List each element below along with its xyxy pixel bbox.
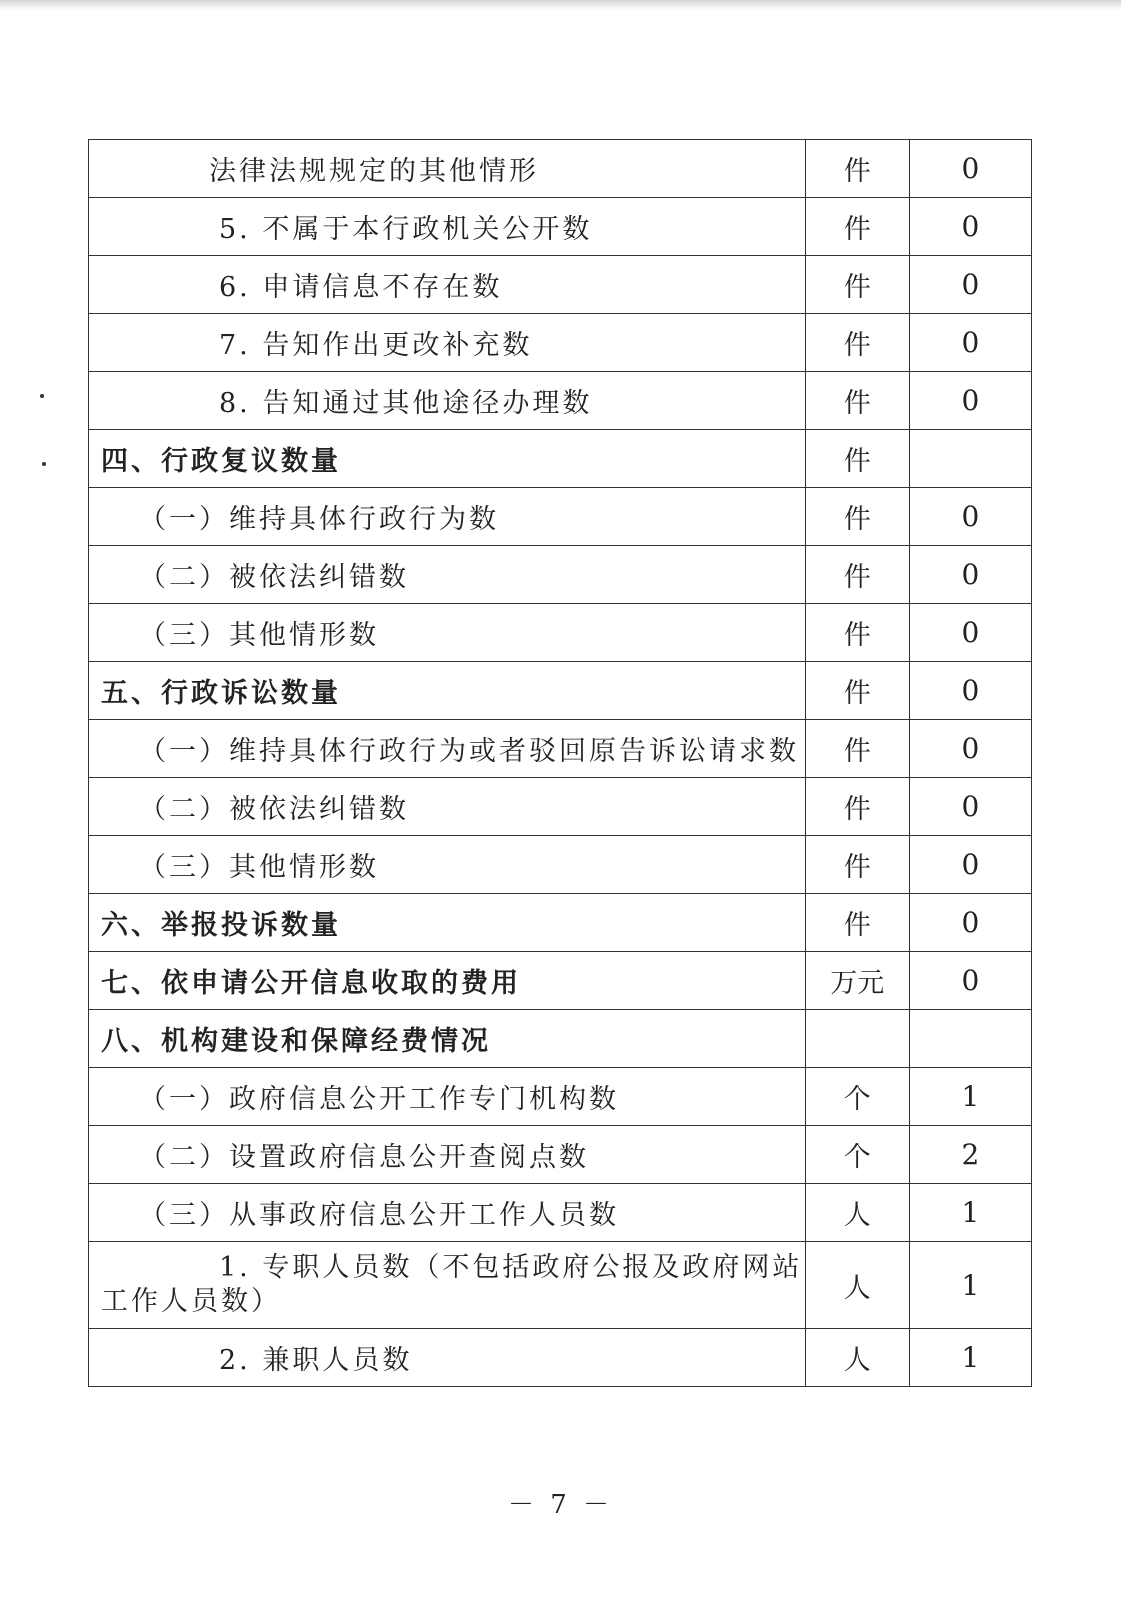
row-unit bbox=[805, 1010, 909, 1068]
row-label: 七、依申请公开信息收取的费用 bbox=[89, 952, 806, 1010]
row-unit: 件 bbox=[805, 662, 909, 720]
row-unit: 人 bbox=[805, 1184, 909, 1242]
row-label: 8. 告知通过其他途径办理数 bbox=[89, 372, 806, 430]
table-row bbox=[89, 430, 1032, 488]
table-row bbox=[89, 140, 1032, 198]
row-label-text: 1. 专职人员数（不包括政府公报及政府网站工作人员数） bbox=[101, 1252, 803, 1317]
page-number: － 7 － bbox=[507, 1490, 614, 1520]
table-row bbox=[89, 778, 1032, 836]
table-row bbox=[89, 604, 1032, 662]
table-row bbox=[89, 1184, 1032, 1242]
row-unit: 件 bbox=[805, 430, 909, 488]
row-label: 5. 不属于本行政机关公开数 bbox=[89, 198, 806, 256]
statistics-table-body bbox=[89, 140, 1032, 1387]
table-row bbox=[89, 1126, 1032, 1184]
row-label: 四、行政复议数量 bbox=[89, 430, 806, 488]
row-value: 0 bbox=[909, 836, 1031, 894]
row-unit: 件 bbox=[805, 198, 909, 256]
table-row bbox=[89, 662, 1032, 720]
row-label: （三）其他情形数 bbox=[89, 604, 806, 662]
row-label: 7. 告知作出更改补充数 bbox=[89, 314, 806, 372]
row-unit: 件 bbox=[805, 314, 909, 372]
table-row bbox=[89, 1329, 1032, 1387]
row-unit: 个 bbox=[805, 1126, 909, 1184]
row-unit: 件 bbox=[805, 546, 909, 604]
row-label: （三）从事政府信息公开工作人员数 bbox=[89, 1184, 806, 1242]
row-value: 0 bbox=[909, 488, 1031, 546]
row-label: （二）设置政府信息公开查阅点数 bbox=[89, 1126, 806, 1184]
table-row bbox=[89, 952, 1032, 1010]
row-label: （三）其他情形数 bbox=[89, 836, 806, 894]
row-label: （二）被依法纠错数 bbox=[89, 546, 806, 604]
row-value bbox=[909, 430, 1031, 488]
row-value: 0 bbox=[909, 256, 1031, 314]
table-row bbox=[89, 836, 1032, 894]
table-row bbox=[89, 720, 1032, 778]
table-row bbox=[89, 1242, 1032, 1329]
table-row bbox=[89, 1068, 1032, 1126]
row-value: 0 bbox=[909, 662, 1031, 720]
row-unit: 件 bbox=[805, 256, 909, 314]
row-label: （一）政府信息公开工作专门机构数 bbox=[89, 1068, 806, 1126]
row-value: 1 bbox=[909, 1068, 1031, 1126]
row-label: （一）维持具体行政行为数 bbox=[89, 488, 806, 546]
row-value: 2 bbox=[909, 1126, 1031, 1184]
scan-speck bbox=[40, 394, 44, 398]
row-unit: 件 bbox=[805, 778, 909, 836]
table-row bbox=[89, 314, 1032, 372]
table-row bbox=[89, 894, 1032, 952]
row-value: 1 bbox=[909, 1242, 1031, 1329]
scan-top-edge bbox=[0, 0, 1121, 10]
table-row bbox=[89, 1010, 1032, 1068]
row-label: 6. 申请信息不存在数 bbox=[89, 256, 806, 314]
row-value: 1 bbox=[909, 1184, 1031, 1242]
row-value: 0 bbox=[909, 952, 1031, 1010]
row-value: 0 bbox=[909, 198, 1031, 256]
row-label: （二）被依法纠错数 bbox=[89, 778, 806, 836]
table-row bbox=[89, 546, 1032, 604]
table-row bbox=[89, 198, 1032, 256]
row-label bbox=[89, 1242, 806, 1329]
row-label: 2. 兼职人员数 bbox=[89, 1329, 806, 1387]
row-value: 0 bbox=[909, 314, 1031, 372]
row-value: 1 bbox=[909, 1329, 1031, 1387]
row-unit: 件 bbox=[805, 372, 909, 430]
row-label: 五、行政诉讼数量 bbox=[89, 662, 806, 720]
table-row bbox=[89, 488, 1032, 546]
row-unit: 件 bbox=[805, 720, 909, 778]
row-unit: 万元 bbox=[805, 952, 909, 1010]
row-unit: 件 bbox=[805, 604, 909, 662]
row-unit: 人 bbox=[805, 1329, 909, 1387]
row-unit: 件 bbox=[805, 140, 909, 198]
row-value: 0 bbox=[909, 140, 1031, 198]
row-value: 0 bbox=[909, 894, 1031, 952]
scan-speck bbox=[42, 462, 46, 466]
row-value: 0 bbox=[909, 546, 1031, 604]
row-unit: 件 bbox=[805, 488, 909, 546]
row-value: 0 bbox=[909, 372, 1031, 430]
row-label: 法律法规规定的其他情形 bbox=[89, 140, 806, 198]
row-label: 六、举报投诉数量 bbox=[89, 894, 806, 952]
row-unit: 件 bbox=[805, 894, 909, 952]
row-unit: 件 bbox=[805, 836, 909, 894]
statistics-table bbox=[88, 139, 1032, 1387]
row-unit: 人 bbox=[805, 1242, 909, 1329]
row-value: 0 bbox=[909, 778, 1031, 836]
table-row bbox=[89, 256, 1032, 314]
row-value bbox=[909, 1010, 1031, 1068]
row-label: （一）维持具体行政行为或者驳回原告诉讼请求数 bbox=[89, 720, 806, 778]
row-unit: 个 bbox=[805, 1068, 909, 1126]
table-row bbox=[89, 372, 1032, 430]
row-value: 0 bbox=[909, 720, 1031, 778]
row-label: 八、机构建设和保障经费情况 bbox=[89, 1010, 806, 1068]
row-value: 0 bbox=[909, 604, 1031, 662]
